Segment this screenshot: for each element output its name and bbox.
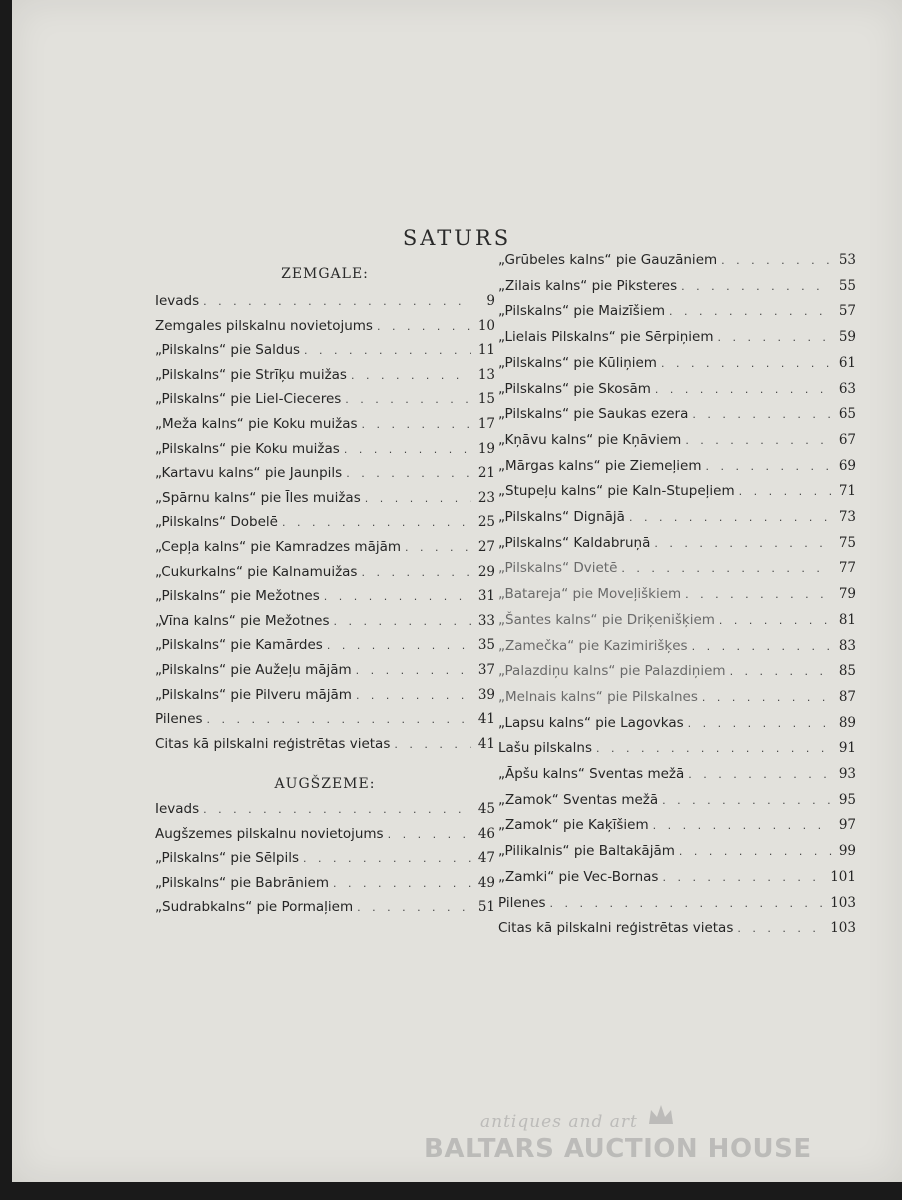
toc-entry-page: 67 <box>838 431 856 448</box>
dot-leader <box>394 738 471 751</box>
book-page <box>12 0 902 1182</box>
toc-entry-page: 91 <box>838 740 856 757</box>
dot-leader <box>362 418 471 431</box>
toc-entry <box>498 406 856 426</box>
toc-entry-page: 63 <box>838 380 856 397</box>
dot-leader <box>333 877 471 890</box>
dot-leader <box>655 383 832 396</box>
toc-entry <box>498 663 856 683</box>
toc-entry-page: 89 <box>838 714 856 731</box>
toc-entry-page: 61 <box>838 354 856 371</box>
toc-entry-page: 9 <box>486 293 495 309</box>
toc-entry <box>498 381 856 401</box>
toc-entry-title: „Pilskalns“ pie Aužeļu mājām <box>155 662 352 678</box>
toc-entry-page: 31 <box>477 588 495 605</box>
toc-entry-title: „Pilskalns“ pie Koku muižas <box>155 440 340 457</box>
toc-entry <box>498 612 856 632</box>
toc-entry-page: 46 <box>477 825 495 842</box>
dot-leader <box>681 280 832 293</box>
toc-entry <box>155 318 495 338</box>
toc-entry <box>498 689 856 709</box>
toc-entry-page: 15 <box>477 391 495 408</box>
toc-entry-page: 35 <box>477 637 495 654</box>
toc-entry <box>155 588 495 608</box>
toc-entry-page: 83 <box>838 637 856 654</box>
toc-entry <box>498 895 856 915</box>
toc-entry-title: „Zamki“ pie Vec-Bornas <box>498 868 659 885</box>
dot-leader <box>334 615 471 628</box>
toc-entry-title: Citas kā pilskalni reģistrētas vietas <box>498 920 734 937</box>
toc-entry-title: „Grūbeles kalns“ pie Gauzāniem <box>498 252 718 268</box>
toc-entry-page: 11 <box>477 342 495 359</box>
toc-entry <box>155 801 495 821</box>
toc-entry <box>155 367 495 387</box>
dot-leader <box>737 922 826 935</box>
dot-leader <box>662 871 826 884</box>
toc-entry-page: 93 <box>838 766 856 782</box>
dot-leader <box>344 443 471 456</box>
dot-leader <box>203 803 471 816</box>
dot-leader <box>685 434 832 447</box>
toc-entry-title: Zemgales pilskalnu novietojums <box>155 317 373 334</box>
toc-entry-page: 65 <box>838 406 856 423</box>
dot-leader <box>351 369 471 382</box>
toc-entry <box>498 792 856 812</box>
toc-entry-title: „Pilskalns“ pie Maizīšiem <box>498 303 666 320</box>
dot-leader <box>550 897 827 910</box>
toc-entry-page: 53 <box>838 252 856 268</box>
toc-entry-title: „Zamok“ pie Kaķīšiem <box>498 817 649 834</box>
dot-leader <box>692 640 832 653</box>
toc-entry-title: Lašu pilskalns <box>498 740 592 757</box>
toc-entry <box>155 687 495 707</box>
dot-leader <box>405 541 471 554</box>
toc-entry <box>155 826 495 846</box>
dot-leader <box>596 742 832 755</box>
dot-leader <box>365 492 471 505</box>
dot-leader <box>327 639 471 652</box>
toc-entry-title: „Pilskalns“ pie Sēlpils <box>155 850 300 867</box>
toc-entry-page: 33 <box>477 612 495 629</box>
toc-entry-title: „Zamečka“ pie Kazimirišķes <box>498 637 688 654</box>
toc-entry <box>155 416 495 436</box>
toc-entry <box>498 740 856 760</box>
toc-entry-page: 101 <box>830 868 856 885</box>
toc-entry <box>155 514 495 534</box>
dot-leader <box>654 537 832 550</box>
toc-entry <box>155 539 495 559</box>
toc-entry <box>155 736 495 756</box>
dot-leader <box>388 828 471 841</box>
toc-entry-page: 73 <box>838 509 856 525</box>
toc-entry <box>498 535 856 555</box>
dot-leader <box>304 344 471 357</box>
toc-entry <box>498 817 856 837</box>
toc-entry <box>155 465 495 485</box>
toc-entry-page: 79 <box>838 586 856 603</box>
toc-entry-page: 75 <box>838 534 856 551</box>
toc-entry-title: „Vīna kalns“ pie Mežotnes <box>155 612 330 629</box>
toc-entry-title: „Pilskalns“ Dignājā <box>498 509 625 525</box>
toc-entry-title: „Cukurkalns“ pie Kalnamuižas <box>155 563 358 580</box>
toc-entry-page: 87 <box>838 688 856 705</box>
dot-leader <box>679 845 832 858</box>
dot-leader <box>719 614 832 627</box>
toc-entry-title: „Pilskalns“ Dvietē <box>498 560 618 577</box>
toc-entry-title: „Pilikalnis“ pie Baltakājām <box>498 843 675 860</box>
toc-entry <box>498 869 856 889</box>
watermark-subtitle: antiques and art <box>480 1112 638 1132</box>
toc-entry <box>155 711 495 731</box>
toc-entry-title: „Pilskalns“ pie Kamārdes <box>155 637 323 654</box>
section-heading: AUGŠZEME: <box>274 776 376 792</box>
toc-entry-page: 99 <box>838 843 856 860</box>
dot-leader <box>662 794 832 807</box>
toc-entry-title: Ievads <box>155 293 200 309</box>
toc-entry-title: „Cepļa kalns“ pie Kamradzes mājām <box>155 539 402 555</box>
toc-entry-title: „Pilskalns“ pie Pilveru mājām <box>155 686 352 703</box>
toc-entry-page: 57 <box>838 303 856 320</box>
toc-entry-title: „Zamok“ Sventas mežā <box>498 791 659 808</box>
toc-entry-page: 103 <box>830 894 856 911</box>
toc-entry <box>498 329 856 349</box>
toc-entry-title: „Šantes kalns“ pie Driķenišķiem <box>498 611 715 628</box>
dot-leader <box>717 331 832 344</box>
toc-entry-title: „Pilskalns“ pie Mežotnes <box>155 588 320 605</box>
toc-entry-page: 29 <box>477 563 495 580</box>
toc-entry-title: „Sudrabkalns“ pie Pormaļiem <box>155 899 354 916</box>
toc-entry-title: „Pilskalns“ pie Saukas ezera <box>498 406 689 423</box>
toc-entry-title: Augšzemes pilskalnu novietojums <box>155 825 384 842</box>
toc-entry-title: „Pilskalns“ Kaldabruņā <box>498 534 651 551</box>
dot-leader <box>203 295 471 308</box>
toc-entry <box>155 391 495 411</box>
toc-entry-page: 103 <box>830 920 856 937</box>
toc-entry <box>498 638 856 658</box>
dot-leader <box>361 566 471 579</box>
toc-entry <box>155 850 495 870</box>
dot-leader <box>377 320 471 333</box>
toc-entry <box>155 564 495 584</box>
toc-entry <box>155 637 495 657</box>
dot-leader <box>621 562 832 575</box>
toc-entry-title: „Pilskalns“ pie Kūliņiem <box>498 354 657 371</box>
dot-leader <box>207 713 471 726</box>
toc-entry <box>498 303 856 323</box>
toc-entry-page: 19 <box>477 440 495 457</box>
toc-entry <box>498 586 856 606</box>
dot-leader <box>661 357 832 370</box>
toc-entry-page: 23 <box>477 489 495 506</box>
toc-entry-title: „Pilskalns“ pie Babrāniem <box>155 874 329 891</box>
toc-entry-title: Pilenes <box>498 894 546 911</box>
toc-entry-title: „Melnais kalns“ pie Pilskalnes <box>498 688 698 705</box>
dot-leader <box>730 665 832 678</box>
dot-leader <box>629 511 832 524</box>
toc-entry-page: 97 <box>838 817 856 834</box>
toc-entry-title: „Meža kalns“ pie Koku muižas <box>155 416 358 432</box>
toc-entry-page: 41 <box>477 735 495 752</box>
toc-entry-page: 39 <box>477 686 495 703</box>
toc-entry <box>498 766 856 786</box>
toc-entry-page: 41 <box>477 711 495 728</box>
toc-entry <box>498 920 856 940</box>
toc-entry-title: Pilenes <box>155 711 203 728</box>
toc-entry-page: 27 <box>477 539 495 555</box>
dot-leader <box>685 588 832 601</box>
toc-entry-page: 17 <box>477 416 495 432</box>
toc-entry <box>155 293 495 313</box>
toc-entry-title: „Pilskalns“ Dobelē <box>155 514 278 531</box>
dot-leader <box>706 460 832 473</box>
toc-entry-page: 25 <box>477 514 495 531</box>
toc-entry-page: 95 <box>838 791 856 808</box>
toc-entry-page: 69 <box>838 457 856 474</box>
toc-entry <box>498 458 856 478</box>
toc-entry-title: „Āpšu kalns“ Sventas mežā <box>498 766 685 782</box>
toc-entry <box>498 252 856 272</box>
watermark-name: BALTARS AUCTION HOUSE <box>424 1134 812 1164</box>
toc-entry <box>498 509 856 529</box>
dot-leader <box>739 485 832 498</box>
dot-leader <box>282 516 471 529</box>
toc-entry-title: Ievads <box>155 801 200 817</box>
dot-leader <box>692 408 832 421</box>
dot-leader <box>357 901 471 914</box>
toc-entry-page: 71 <box>838 483 856 500</box>
toc-entry <box>155 899 495 919</box>
toc-entry-page: 21 <box>477 465 495 482</box>
dot-leader <box>346 467 471 480</box>
toc-entry-title: „Pilskalns“ pie Saldus <box>155 342 301 359</box>
toc-entry <box>498 715 856 735</box>
dot-leader <box>688 717 832 730</box>
toc-entry-title: „Pilskalns“ pie Skosām <box>498 380 651 397</box>
toc-entry-page: 49 <box>477 874 495 891</box>
toc-entry <box>498 278 856 298</box>
toc-entry <box>155 613 495 633</box>
dot-leader <box>324 590 471 603</box>
toc-entry <box>498 355 856 375</box>
toc-entry <box>155 875 495 895</box>
toc-entry-page: 10 <box>477 317 495 334</box>
toc-entry-title: „Batareja“ pie Moveļiškiem <box>498 586 682 603</box>
dot-leader <box>669 305 832 318</box>
toc-entry-title: „Palazdiņu kalns“ pie Palazdiņiem <box>498 663 726 680</box>
toc-entry-page: 45 <box>477 801 495 817</box>
toc-entry <box>498 432 856 452</box>
toc-entry-title: „Pilskalns“ pie Strīķu muižas <box>155 366 347 383</box>
toc-entry-title: „Kartavu kalns“ pie Jaunpils <box>155 465 343 482</box>
toc-entry-page: 37 <box>477 662 495 678</box>
section-heading: ZEMGALE: <box>281 266 369 282</box>
toc-entry <box>498 843 856 863</box>
crown-icon <box>646 1102 676 1128</box>
dot-leader <box>688 768 832 781</box>
toc-entry-title: „Lielais Pilskalns“ pie Sērpiņiem <box>498 329 714 346</box>
toc-entry-title: „Lapsu kalns“ pie Lagovkas <box>498 714 684 731</box>
toc-entry-title: „Kņāvu kalns“ pie Kņāviem <box>498 431 682 448</box>
dot-leader <box>721 254 832 267</box>
toc-entry-page: 85 <box>838 663 856 680</box>
toc-entry-page: 55 <box>838 277 856 294</box>
dot-leader <box>303 852 471 865</box>
toc-entry-title: „Mārgas kalns“ pie Ziemeļiem <box>498 457 702 474</box>
dot-leader <box>356 664 471 677</box>
toc-entry-page: 77 <box>838 560 856 577</box>
dot-leader <box>345 393 471 406</box>
dot-leader <box>653 819 832 832</box>
toc-entry <box>155 662 495 682</box>
toc-entry-title: „Zilais kalns“ pie Piksteres <box>498 277 678 294</box>
toc-entry <box>155 342 495 362</box>
toc-entry-title: „Spārnu kalns“ pie Īles muižas <box>155 489 361 506</box>
toc-entry <box>155 441 495 461</box>
page-title: SATURS <box>402 226 512 250</box>
toc-entry <box>498 560 856 580</box>
toc-entry-title: „Pilskalns“ pie Liel-Cieceres <box>155 391 342 408</box>
dot-leader <box>702 691 832 704</box>
toc-entry <box>498 483 856 503</box>
toc-entry-page: 13 <box>477 366 495 383</box>
dot-leader <box>356 689 471 702</box>
toc-entry-title: Citas kā pilskalni reģistrētas vietas <box>155 735 391 752</box>
toc-entry-page: 51 <box>477 899 495 916</box>
auction-watermark <box>420 1112 840 1172</box>
toc-entry <box>155 490 495 510</box>
toc-entry-page: 47 <box>477 850 495 867</box>
toc-entry-page: 59 <box>838 329 856 346</box>
toc-entry-page: 81 <box>838 611 856 628</box>
toc-entry-title: „Stupeļu kalns“ pie Kaln-Stupeļiem <box>498 483 735 500</box>
